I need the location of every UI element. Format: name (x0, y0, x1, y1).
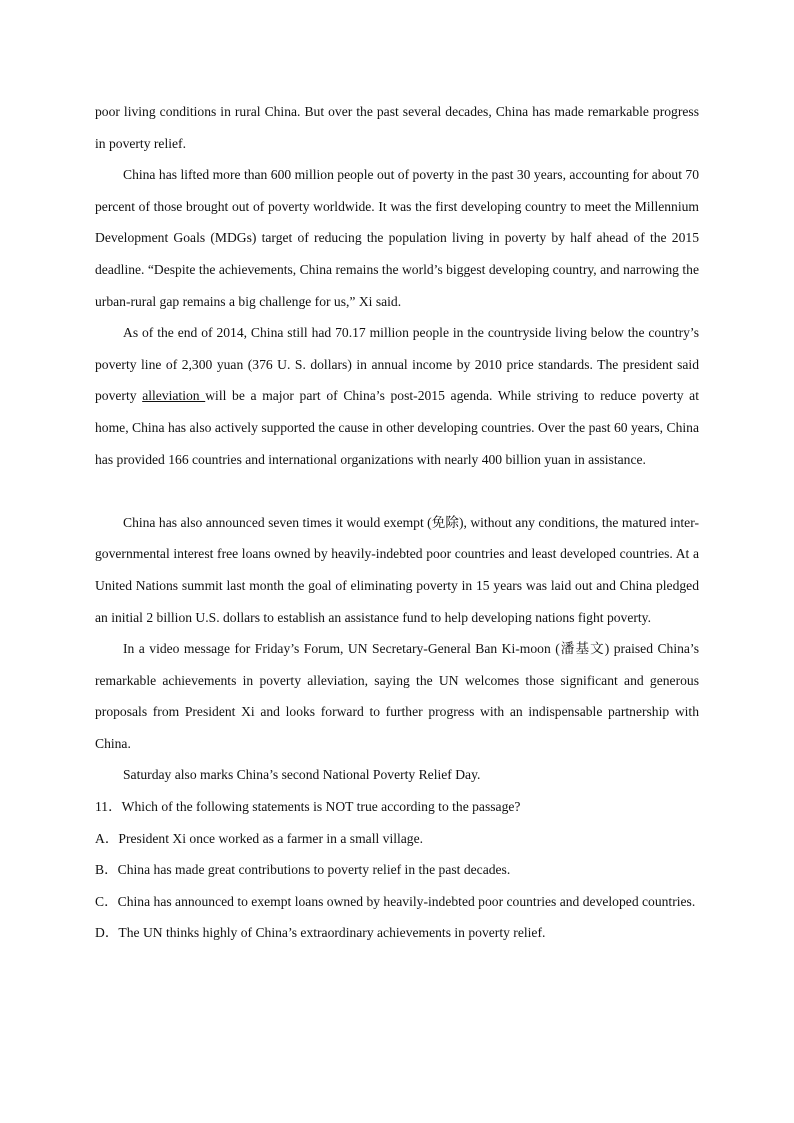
paragraph-gap (95, 475, 699, 507)
option-d: D．The UN thinks highly of China’s extraordinary achievements in poverty relief. (95, 925, 546, 941)
paragraph-4: In a video message for Friday’s Forum, UN Secretary-General Ban Ki-moon (潘基文) praised China’s remarkable achievements in poverty alleviation, saying the UN welcomes those significant and generous proposals from President Xi and looks forward to further progress with an indispensable partnership with China. (95, 641, 699, 751)
underlined-word: alleviation (142, 388, 206, 404)
option-c: C．China has announced to exempt loans owned by heavily-indebted poor countries and developed countries. (95, 893, 696, 909)
paragraph-1: China has lifted more than 600 million people out of poverty in the past 30 years, accounting for about 70 percent of those brought out of poverty worldwide. It was the first developing country to meet the Millennium Development Goals (MDGs) target of reducing the population living in poverty by half ahead of the 2015 deadline. “Despite the achievements, China remains the world’s biggest developing country, and narrowing the urban-rural gap remains a big challenge for us,” Xi said. (95, 167, 699, 309)
paragraph-0: poor living conditions in rural China. But over the past several decades, China has made remarkable progress in poverty relief. (95, 104, 699, 151)
paragraph-2-part-a: As of the end of 2014, China still had 70.17 million people in the countryside living below the country’s poverty line of 2,300 yuan (376 U. S. dollars) in annual income by 2010 price standards. The president said poverty (95, 325, 699, 404)
document-page (95, 96, 699, 949)
paragraph-3: China has also announced seven times it would exempt (免除), without any conditions, the matured inter-governmental interest free loans owned by heavily-indebted poor countries and least developed countries. At a United Nations summit last month the goal of eliminating poverty in 15 years was laid out and China pledged an initial 2 billion U.S. dollars to establish an assistance fund to help developing nations fight poverty. (95, 514, 699, 625)
option-a: A．President Xi once worked as a farmer in a small village. (95, 830, 424, 846)
paragraph-2 (95, 317, 699, 475)
question-stem: 11．Which of the following statements is NOT true according to the passage? (95, 799, 521, 815)
option-b: B．China has made great contributions to poverty relief in the past decades. (95, 862, 511, 878)
paragraph-2-part-b: will be a major part of China’s post-2015 agenda. While striving to reduce poverty at home, China has also actively supported the cause in other developing countries. Over the past 60 years, China has provided 166 countries and international organizations with nearly 400 billion yuan in assistance. (95, 388, 699, 467)
paragraph-5: Saturday also marks China’s second National Poverty Relief Day. (123, 767, 481, 783)
